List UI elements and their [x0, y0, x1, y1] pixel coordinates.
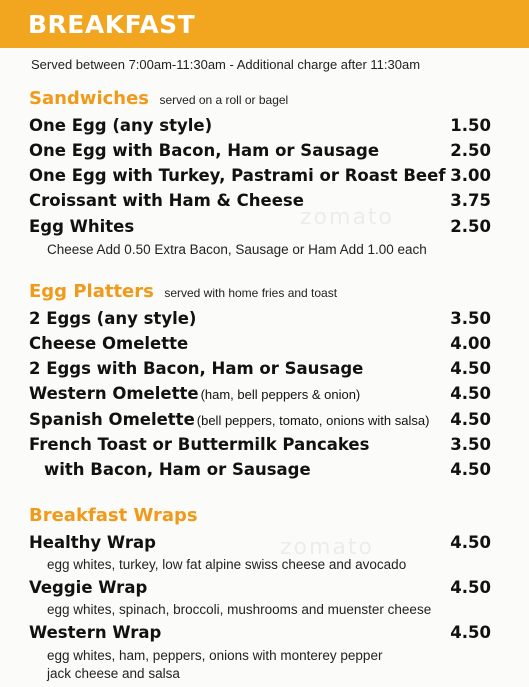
menu-item: [29, 384, 491, 404]
item-price: 4.50: [450, 623, 491, 642]
section-note-platters: served with home fries and toast: [164, 286, 338, 300]
item-price: 4.50: [450, 533, 491, 552]
menu-item: [29, 359, 491, 379]
item-price: 3.50: [450, 435, 491, 454]
item-price: 3.00: [450, 166, 491, 185]
menu-item: [29, 334, 491, 354]
item-name: Spanish Omelette: [29, 410, 195, 429]
item-price: 4.50: [450, 578, 491, 597]
item-name: French Toast or Buttermilk Pancakes: [29, 435, 370, 454]
watermark: zomato: [300, 205, 395, 230]
item-description: egg whites, turkey, low fat alpine swiss cheese and avocado: [47, 557, 407, 572]
item-description: egg whites, ham, peppers, onions with monterey pepper: [47, 648, 383, 663]
menu-item: [29, 191, 491, 211]
menu-item: [29, 166, 491, 186]
item-name: 2 Eggs (any style): [29, 309, 197, 328]
item-name: Croissant with Ham & Cheese: [29, 191, 304, 210]
menu-item: [29, 460, 491, 480]
item-description: (ham, bell peppers & onion): [200, 387, 361, 402]
item-name: Veggie Wrap: [29, 578, 148, 597]
platters-section-header: [29, 281, 337, 302]
item-price: 1.50: [450, 116, 491, 135]
section-title-wraps: Breakfast Wraps: [29, 505, 198, 526]
item-description: egg whites, spinach, broccoli, mushrooms and muenster cheese: [47, 602, 432, 617]
item-price: 4.50: [450, 384, 491, 403]
watermark: zomato: [280, 535, 375, 560]
page-title: BREAKFAST: [28, 10, 196, 39]
item-price: 4.00: [450, 334, 491, 353]
serving-hours-note: Served between 7:00am-11:30am - Additional charge after 11:30am: [31, 57, 421, 72]
menu-item: [29, 410, 491, 430]
menu-item: [29, 623, 491, 643]
item-name: Cheese Omelette: [29, 334, 189, 353]
item-name: Egg Whites: [29, 217, 135, 236]
menu-item: [29, 116, 491, 136]
item-description: jack cheese and salsa: [47, 666, 180, 681]
sandwich-addon-note: Cheese Add 0.50 Extra Bacon, Sausage or Ham Add 1.00 each: [47, 242, 427, 257]
menu-item: [29, 217, 491, 237]
menu-item: [29, 141, 491, 161]
item-name: One Egg (any style): [29, 116, 213, 135]
item-price: 4.50: [450, 410, 491, 429]
item-name: Healthy Wrap: [29, 533, 156, 552]
item-price: 2.50: [450, 141, 491, 160]
menu-item: [29, 578, 491, 598]
wraps-section-header: [29, 505, 198, 526]
menu-item: [29, 309, 491, 329]
item-name: with Bacon, Ham or Sausage: [44, 460, 311, 479]
item-price: 2.50: [450, 217, 491, 236]
sandwiches-section-header: [29, 88, 288, 109]
menu-item: [29, 533, 491, 553]
item-name: Western Wrap: [29, 623, 162, 642]
section-title-sandwiches: Sandwiches: [29, 88, 150, 109]
item-name: Western Omelette: [29, 384, 199, 403]
section-note-sandwiches: served on a roll or bagel: [159, 93, 289, 107]
item-name: One Egg with Turkey, Pastrami or Roast Beef: [29, 166, 446, 185]
section-title-platters: Egg Platters: [29, 281, 154, 302]
item-name: 2 Eggs with Bacon, Ham or Sausage: [29, 359, 364, 378]
item-description: (bell peppers, tomato, onions with salsa): [196, 413, 430, 428]
item-price: 3.50: [450, 309, 491, 328]
item-price: 4.50: [450, 460, 491, 479]
item-name: One Egg with Bacon, Ham or Sausage: [29, 141, 380, 160]
menu-item: [29, 435, 491, 455]
item-price: 3.75: [450, 191, 491, 210]
item-price: 4.50: [450, 359, 491, 378]
